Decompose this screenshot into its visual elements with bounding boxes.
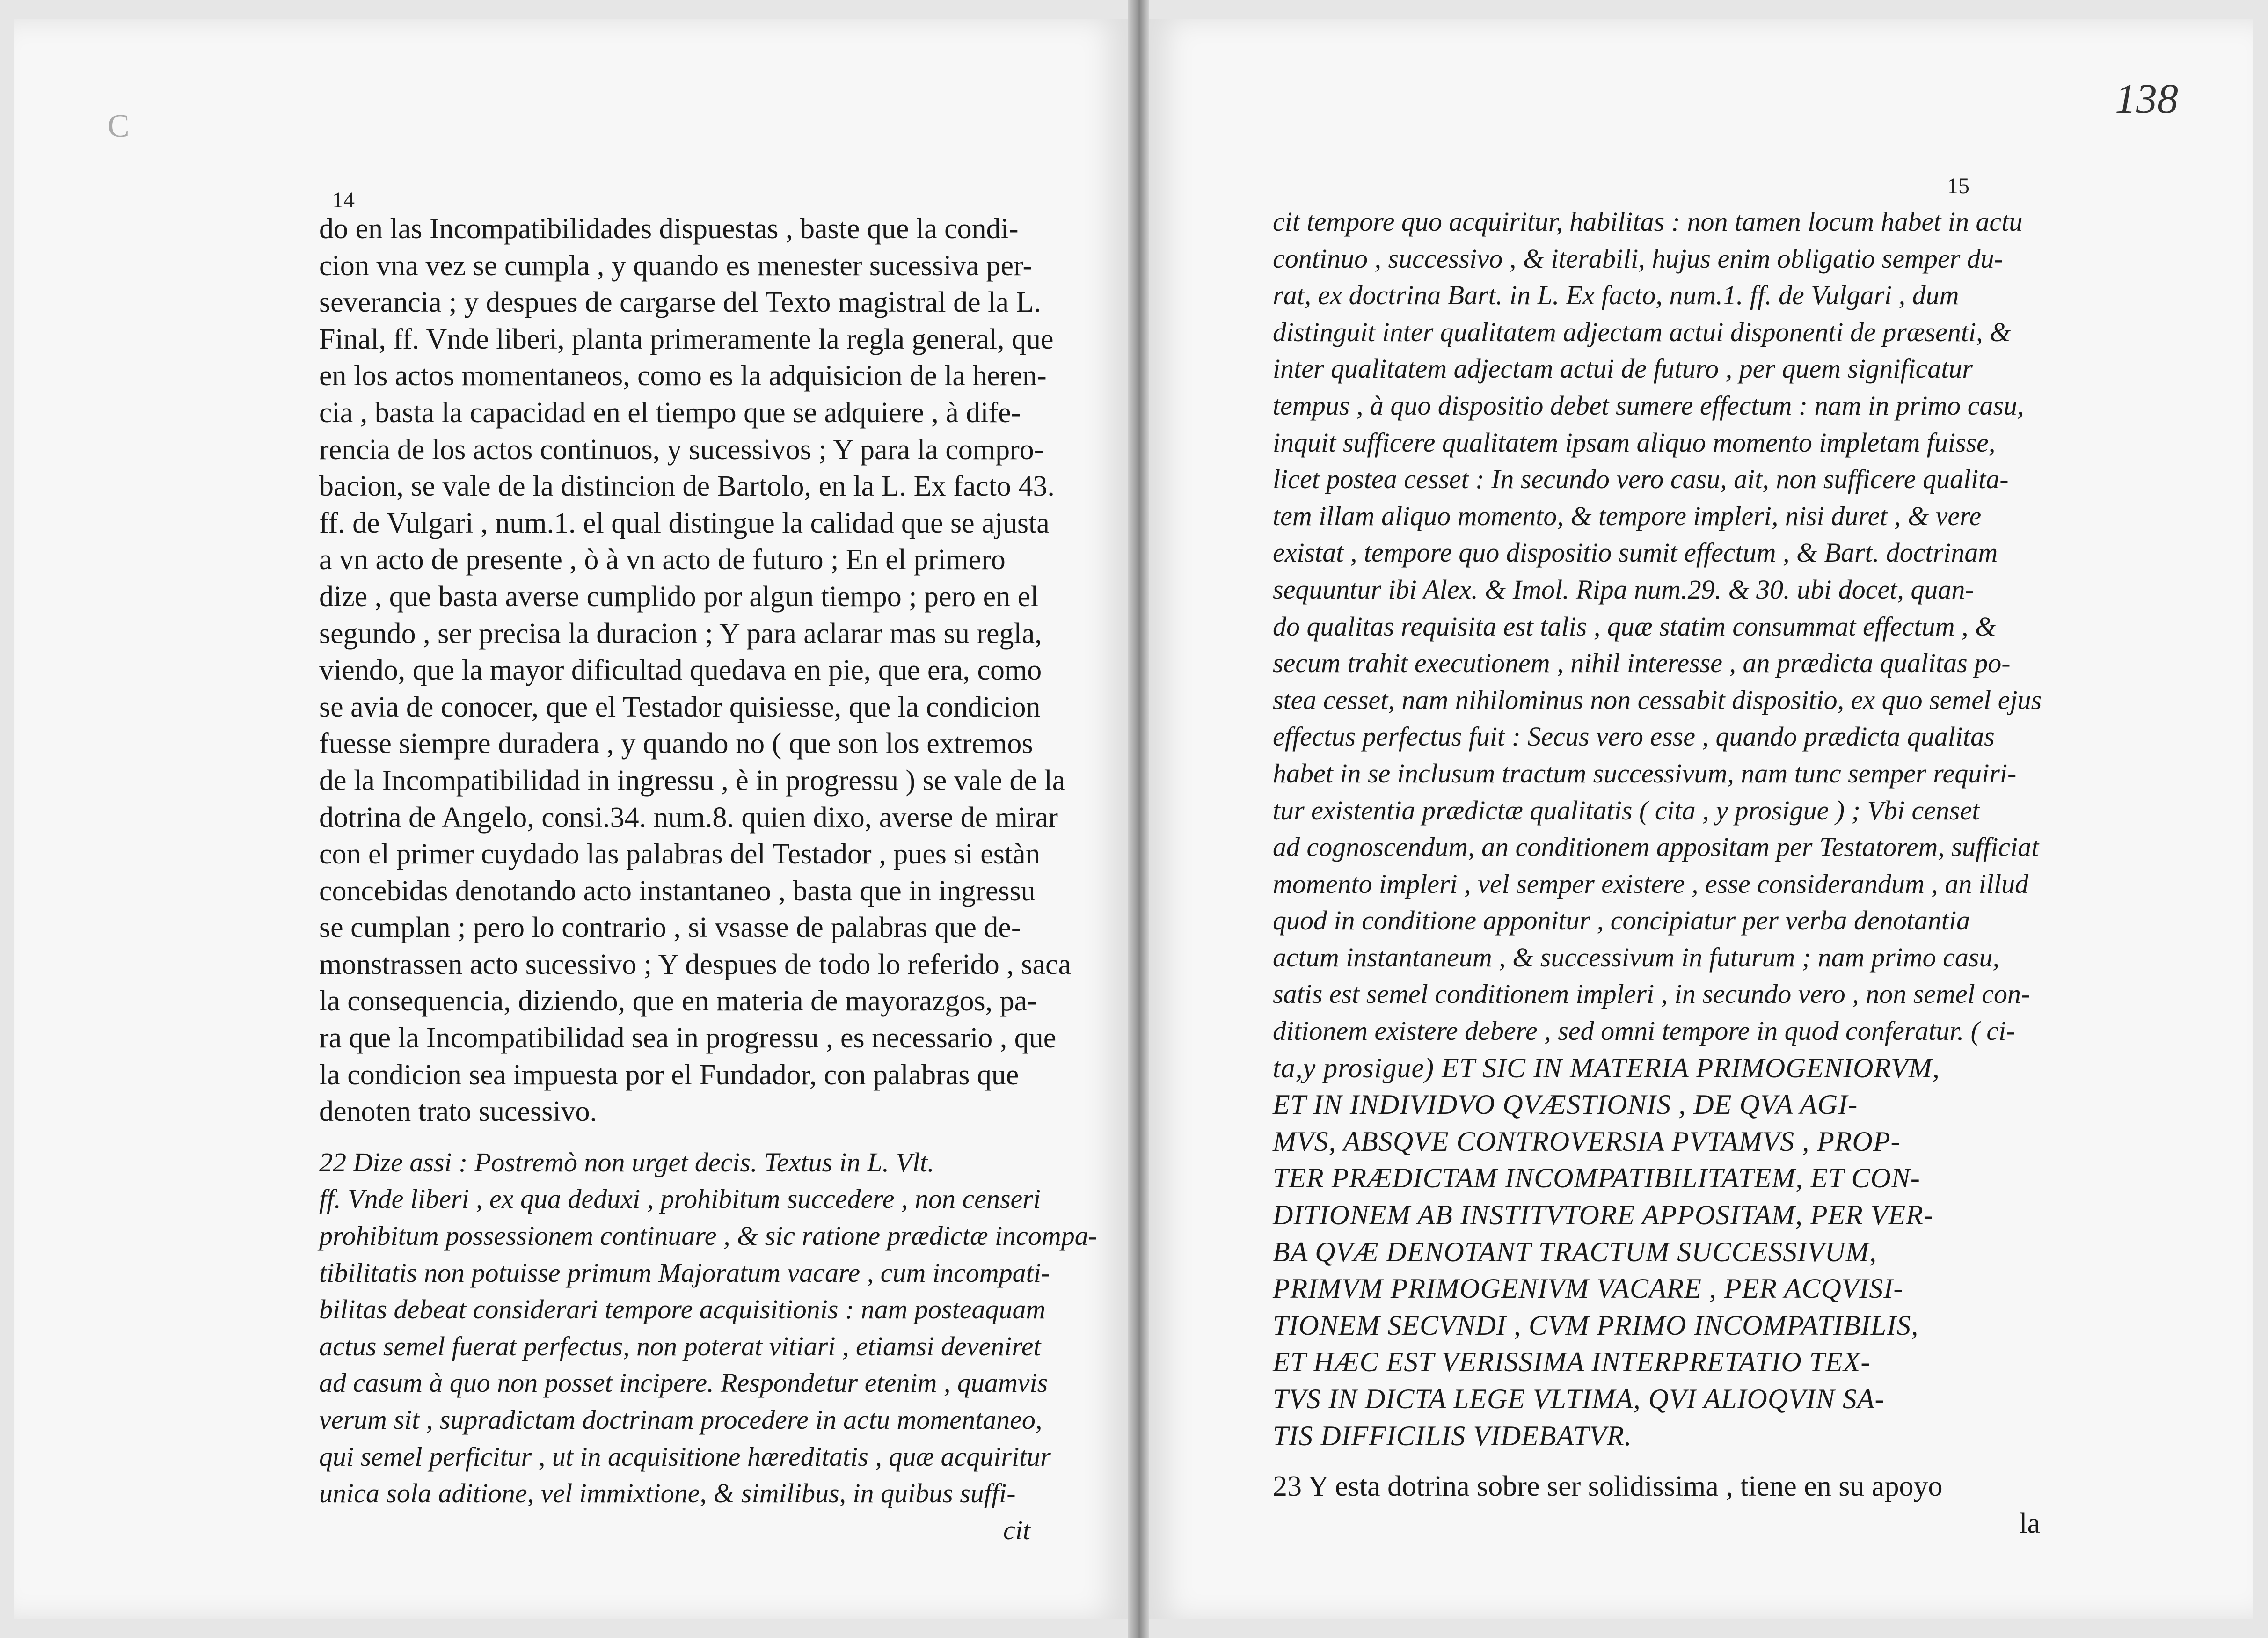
text-line: qui semel perficitur , ut in acquisitione hæreditatis , quæ acquiritur: [319, 1441, 1051, 1472]
page-number-right: 15: [1947, 174, 1969, 198]
text-line: stea cesset, nam nihilominus non cessabit dispositio, ex quo semel ejus: [1273, 684, 2042, 715]
text-line: a vn acto de presente , ò à vn acto de futuro ; En el primero: [319, 544, 1006, 576]
text-line: tem illam aliquo momento, & tempore impleri, nisi duret , & vere: [1273, 500, 1982, 531]
text-line: PRIMVM PRIMOGENIVM VACARE , PER ACQVISI-: [1273, 1273, 1903, 1304]
text-line: con el primer cuydado las palabras del Testador , pues si estàn: [319, 838, 1040, 870]
text-line: DITIONEM AB INSTITVTORE APPOSITAM, PER VER-: [1273, 1199, 1933, 1231]
text-line: distinguit inter qualitatem adjectam actui disponenti de præsenti, &: [1273, 316, 2011, 347]
text-line: prohibitum possessionem continuare , & sic ratione prædictæ incompa-: [319, 1221, 1098, 1251]
text-line: existat , tempore quo dispositio sumit effectum , & Bart. doctrinam: [1273, 537, 1998, 568]
text-line: se avia de conocer, que el Testador quisiesse, que la condicion: [319, 691, 1041, 723]
text-line: continuo , successivo , & iterabili, hujus enim obligatio semper du-: [1273, 243, 2003, 274]
corner-mark: C: [108, 108, 130, 144]
text-line: sequuntur ibi Alex. & Imol. Ripa num.29. & 30. ubi docet, quan-: [1273, 574, 1974, 605]
text-line: ra que la Incompatibilidad sea in progressu , es necessario , que: [319, 1022, 1057, 1054]
text-line: bacion, se vale de la distincion de Bartolo, en la L. Ex facto 43.: [319, 470, 1055, 503]
text-line: TIS DIFFICILIS VIDEBATVR.: [1273, 1420, 1632, 1451]
text-line: TER PRÆDICTAM INCOMPATIBILITATEM, ET CON-: [1273, 1163, 1920, 1194]
text-line: bilitas debeat considerari tempore acquisitionis : nam posteaquam: [319, 1294, 1046, 1325]
text-line: secum trahit executionem , nihil interesse , an prædicta qualitas po-: [1273, 648, 2011, 679]
text-line: segundo , ser precisa la duracion ; Y para aclarar mas su regla,: [319, 617, 1042, 650]
text-line: denoten trato sucessivo.: [319, 1096, 598, 1128]
text-line: concebidas denotando acto instantaneo , basta que in ingressu: [319, 875, 1036, 907]
text-line: BA QVÆ DENOTANT TRACTUM SUCCESSIVUM,: [1273, 1236, 1877, 1267]
text-line: inquit sufficere qualitatem ipsam aliquo momento impletam fuisse,: [1273, 427, 1996, 458]
text-line: en los actos momentaneos, como es la adquisicion de la heren-: [319, 360, 1047, 392]
text-line: licet postea cesset : In secundo vero casu, ait, non sufficere qualita-: [1273, 464, 2009, 495]
text-line: ad casum à quo non posset incipere. Respondetur etenim , quamvis: [319, 1367, 1048, 1398]
text-line: TIONEM SECVNDI , CVM PRIMO INCOMPATIBILIS,: [1273, 1309, 1919, 1341]
text-line: tibilitatis non potuisse primum Majoratum vacare , cum incompati-: [319, 1257, 1050, 1288]
text-line: ff. Vnde liberi , ex qua deduxi , prohibitum succedere , non censeri: [319, 1184, 1041, 1214]
text-line: inter qualitatem adjectam actui de futuro , per quem significatur: [1273, 353, 1973, 384]
text-line: la condicion sea impuesta por el Fundador, con palabras que: [319, 1059, 1019, 1091]
text-line: verum sit , supradictam doctrinam procedere in actu momentaneo,: [319, 1404, 1043, 1435]
left-page: [14, 19, 1128, 1619]
text-line: unica sola aditione, vel immixtione, & similibus, in quibus suffi-: [319, 1478, 1016, 1509]
text-line: 23 Y esta dotrina sobre ser solidissima , tiene en su apoyo: [1273, 1470, 1943, 1503]
text-line: ET IN INDIVIDVO QVÆSTIONIS , DE QVA AGI-: [1273, 1089, 1858, 1120]
text-line: 22 Dize assi : Postremò non urget decis. Textus in L. Vlt.: [319, 1147, 934, 1177]
text-line: do qualitas requisita est talis , quæ statim consummat effectum , &: [1273, 611, 1997, 642]
catchword: la: [2019, 1507, 2040, 1539]
text-line: satis est semel conditionem impleri , in secundo vero , non semel con-: [1273, 979, 2030, 1009]
catchword: cit: [1003, 1514, 1030, 1545]
text-line: effectus perfectus fuit : Secus vero esse , quando prædicta qualitas: [1273, 721, 1995, 752]
text-line: cion vna vez se cumpla , y quando es menester sucessiva per-: [319, 249, 1033, 282]
page-number-left: 14: [332, 188, 355, 212]
text-line: de la Incompatibilidad in ingressu , è in progressu ) se vale de la: [319, 764, 1065, 797]
text-line: la consequencia, diziendo, que en materia de mayorazgos, pa-: [319, 985, 1037, 1017]
text-line: viendo, que la mayor dificultad quedava en pie, que era, como: [319, 654, 1042, 687]
text-line: se cumplan ; pero lo contrario , si vsasse de palabras que de-: [319, 912, 1021, 944]
text-line: ad cognoscendum, an conditionem appositam per Testatorem, sufficiat: [1273, 832, 2039, 863]
text-line: fuesse siempre duradera , y quando no ( que son los extremos: [319, 728, 1033, 760]
text-line: ta,y prosigue) ET SIC IN MATERIA PRIMOGENIORVM,: [1273, 1052, 1940, 1083]
left-text-block: [319, 211, 1098, 1549]
folio-number: 138: [2115, 76, 2178, 122]
text-line: cit tempore quo acquiritur, habilitas : non tamen locum habet in actu: [1273, 206, 2023, 237]
text-line: dize , que basta averse cumplido por algun tiempo ; pero en el: [319, 580, 1039, 613]
text-line: cia , basta la capacidad en el tiempo que se adquiere , à dife-: [319, 396, 1021, 429]
text-line: habet in se inclusum tractum successivum, nam tunc semper requiri-: [1273, 758, 2017, 789]
right-page: [1149, 19, 2253, 1619]
text-line: quod in conditione apponitur , concipiatur per verba denotantia: [1273, 905, 1970, 936]
text-line: do en las Incompatibilidades dispuestas , baste que la condi-: [319, 213, 1019, 245]
text-line: MVS, ABSQVE CONTROVERSIA PVTAMVS , PROP-: [1273, 1126, 1901, 1157]
text-line: actum instantaneum , & successivum in futurum ; nam primo casu,: [1273, 942, 1999, 973]
book-gutter: [1128, 0, 1149, 1638]
text-line: actus semel fuerat perfectus, non poterat vitiari , etiamsi deveniret: [319, 1331, 1041, 1361]
text-line: rencia de los actos continuos, y sucessivos ; Y para la compro-: [319, 433, 1044, 466]
text-line: severancia ; y despues de cargarse del Texto magistral de la L.: [319, 286, 1041, 319]
text-line: ff. de Vulgari , num.1. el qual distingue la calidad que se ajusta: [319, 507, 1050, 539]
text-line: TVS IN DICTA LEGE VLTIMA, QVI ALIOQVIN SA-: [1273, 1383, 1885, 1414]
right-text-block: [1273, 204, 2040, 1542]
text-line: rat, ex doctrina Bart. in L. Ex facto, num.1. ff. de Vulgari , dum: [1273, 280, 1959, 311]
text-line: momento impleri , vel semper existere , esse considerandum , an illud: [1273, 868, 2029, 899]
text-line: tempus , à quo dispositio debet sumere effectum : nam in primo casu,: [1273, 390, 2024, 421]
text-line: Final, ff. Vnde liberi, planta primeramente la regla general, que: [319, 323, 1054, 355]
text-line: ET HÆC EST VERISSIMA INTERPRETATIO TEX-: [1273, 1346, 1871, 1378]
text-line: monstrassen acto sucessivo ; Y despues de todo lo referido , saca: [319, 948, 1071, 980]
text-line: ditionem existere debere , sed omni tempore in quod conferatur. ( ci-: [1273, 1016, 2015, 1046]
text-line: dotrina de Angelo, consi.34. num.8. quien dixo, averse de mirar: [319, 801, 1058, 834]
text-line: tur existentia prædictæ qualitatis ( cita , y prosigue ) ; Vbi censet: [1273, 795, 1980, 826]
